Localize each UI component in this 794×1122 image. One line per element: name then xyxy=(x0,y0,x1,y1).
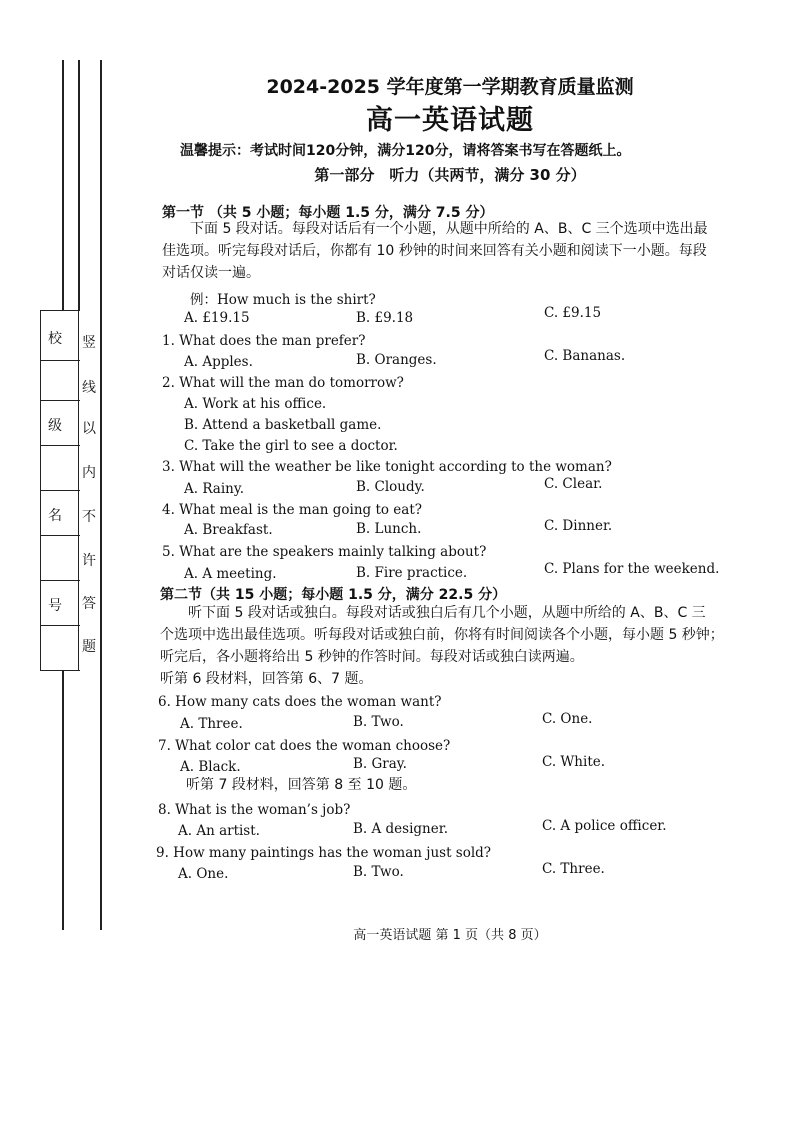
binding-notice-char: 线 xyxy=(82,380,96,396)
section2-instruction-line: 听下面 5 段对话或独白。每段对话或独白后有几个小题，从题中所给的 A、B、C 三 xyxy=(188,605,706,621)
name-field-label: 名 xyxy=(48,508,62,524)
exam-subject-title: 高一英语试题 xyxy=(366,105,534,136)
binding-box-line xyxy=(40,445,80,446)
option: A. Work at his office. xyxy=(184,396,327,412)
option: B. Two. xyxy=(353,714,404,730)
option: C. Dinner. xyxy=(544,518,613,534)
option: C. Three. xyxy=(542,861,605,877)
class-field-label: 级 xyxy=(48,418,62,434)
section1-heading: 第一节 （共 5 小题；每小题 1.5 分，满分 7.5 分） xyxy=(162,205,494,221)
section2-heading: 第二节（共 15 小题；每小题 1.5 分，满分 22.5 分） xyxy=(160,587,507,603)
question: 9. How many paintings has the woman just sold? xyxy=(156,845,492,861)
option: A. An artist. xyxy=(178,823,260,839)
section1-instruction-line: 下面 5 段对话。每段对话后有一个小题，从题中所给的 A、B、C 三个选项中选出最 xyxy=(190,221,708,237)
example-option: B. £9.18 xyxy=(356,310,414,326)
number-field-label: 号 xyxy=(48,598,62,614)
option: C. A police officer. xyxy=(542,818,667,834)
option: A. Apples. xyxy=(184,354,253,370)
question: 5. What are the speakers mainly talking about? xyxy=(162,544,487,560)
example-question: 例：How much is the shirt? xyxy=(190,292,376,308)
binding-box-line xyxy=(40,400,80,401)
binding-box-line xyxy=(40,490,80,491)
option: A. Rainy. xyxy=(184,481,244,497)
binding-box-line xyxy=(40,310,80,311)
section2-instruction-line: 听完后，各小题将给出 5 秒钟的作答时间。每段对话或独白读两遍。 xyxy=(160,649,584,665)
option: C. Take the girl to see a doctor. xyxy=(184,438,398,454)
part-heading: 第一部分 听力（共两节，满分 30 分） xyxy=(314,166,586,184)
option: C. White. xyxy=(542,754,606,770)
option: B. Lunch. xyxy=(356,521,422,537)
option: A. Black. xyxy=(180,759,241,775)
binding-notice-char: 答 xyxy=(82,596,96,612)
section2-instruction-line: 个选项中选出最佳选项。听每段对话或独白前，你将有时间阅读各个小题，每小题 5 秒钟； xyxy=(160,627,724,643)
option: B. Cloudy. xyxy=(356,479,425,495)
example-option: A. £19.15 xyxy=(184,310,250,326)
binding-box-line xyxy=(40,580,80,581)
question: 7. What color cat does the woman choose? xyxy=(158,738,451,754)
binding-line xyxy=(78,310,79,670)
binding-notice-char: 内 xyxy=(82,465,96,481)
option: A. Three. xyxy=(180,716,243,732)
question: 2. What will the man do tomorrow? xyxy=(162,375,404,391)
option: B. Two. xyxy=(353,864,404,880)
binding-line xyxy=(78,60,80,310)
binding-line xyxy=(62,670,64,930)
section1-instruction-line: 佳选项。听完每段对话后，你都有 10 秒钟的时间来回答有关小题和阅读下一小题。每段 xyxy=(162,243,707,259)
option: C. Clear. xyxy=(544,476,603,492)
section1-instruction-line: 对话仅读一遍。 xyxy=(162,265,260,281)
binding-notice-char: 不 xyxy=(82,509,96,525)
material-instruction: 听第 7 段材料，回答第 8 至 10 题。 xyxy=(186,777,417,793)
example-option: C. £9.15 xyxy=(544,305,602,321)
binding-notice-char: 以 xyxy=(82,421,96,437)
exam-title: 2024-2025 学年度第一学期教育质量监测 xyxy=(266,76,634,98)
question: 8. What is the woman’s job? xyxy=(158,802,351,818)
page-footer: 高一英语试题 第 1 页（共 8 页） xyxy=(353,928,547,943)
binding-notice-char: 许 xyxy=(82,553,96,569)
option: B. Attend a basketball game. xyxy=(184,417,382,433)
option: C. Bananas. xyxy=(544,348,626,364)
binding-margin xyxy=(0,0,130,940)
question: 6. How many cats does the woman want? xyxy=(158,694,442,710)
option: A. A meeting. xyxy=(184,566,277,582)
option: A. One. xyxy=(178,866,229,882)
option: B. Gray. xyxy=(353,756,407,772)
option: A. Breakfast. xyxy=(184,522,273,538)
option: B. Oranges. xyxy=(356,352,437,368)
option: B. A designer. xyxy=(353,821,449,837)
binding-notice-char: 题 xyxy=(82,639,96,655)
binding-box-line xyxy=(40,625,80,626)
exam-tip: 温馨提示：考试时间120分钟，满分120分，请将答案书写在答题纸上。 xyxy=(180,143,631,159)
material-instruction: 听第 6 段材料，回答第 6、7 题。 xyxy=(160,671,373,687)
question: 1. What does the man prefer? xyxy=(162,333,366,349)
binding-box-line xyxy=(40,360,80,361)
binding-line xyxy=(62,60,64,310)
binding-box-line xyxy=(40,670,80,671)
school-field-label: 校 xyxy=(48,331,62,347)
option: C. Plans for the weekend. xyxy=(544,561,720,577)
binding-line xyxy=(100,60,102,930)
binding-line xyxy=(40,310,41,670)
question: 3. What will the weather be like tonight according to the woman? xyxy=(162,459,612,475)
question: 4. What meal is the man going to eat? xyxy=(162,502,422,518)
binding-notice-char: 竖 xyxy=(82,335,96,351)
binding-box-line xyxy=(40,535,80,536)
option: B. Fire practice. xyxy=(356,565,468,581)
option: C. One. xyxy=(542,711,593,727)
